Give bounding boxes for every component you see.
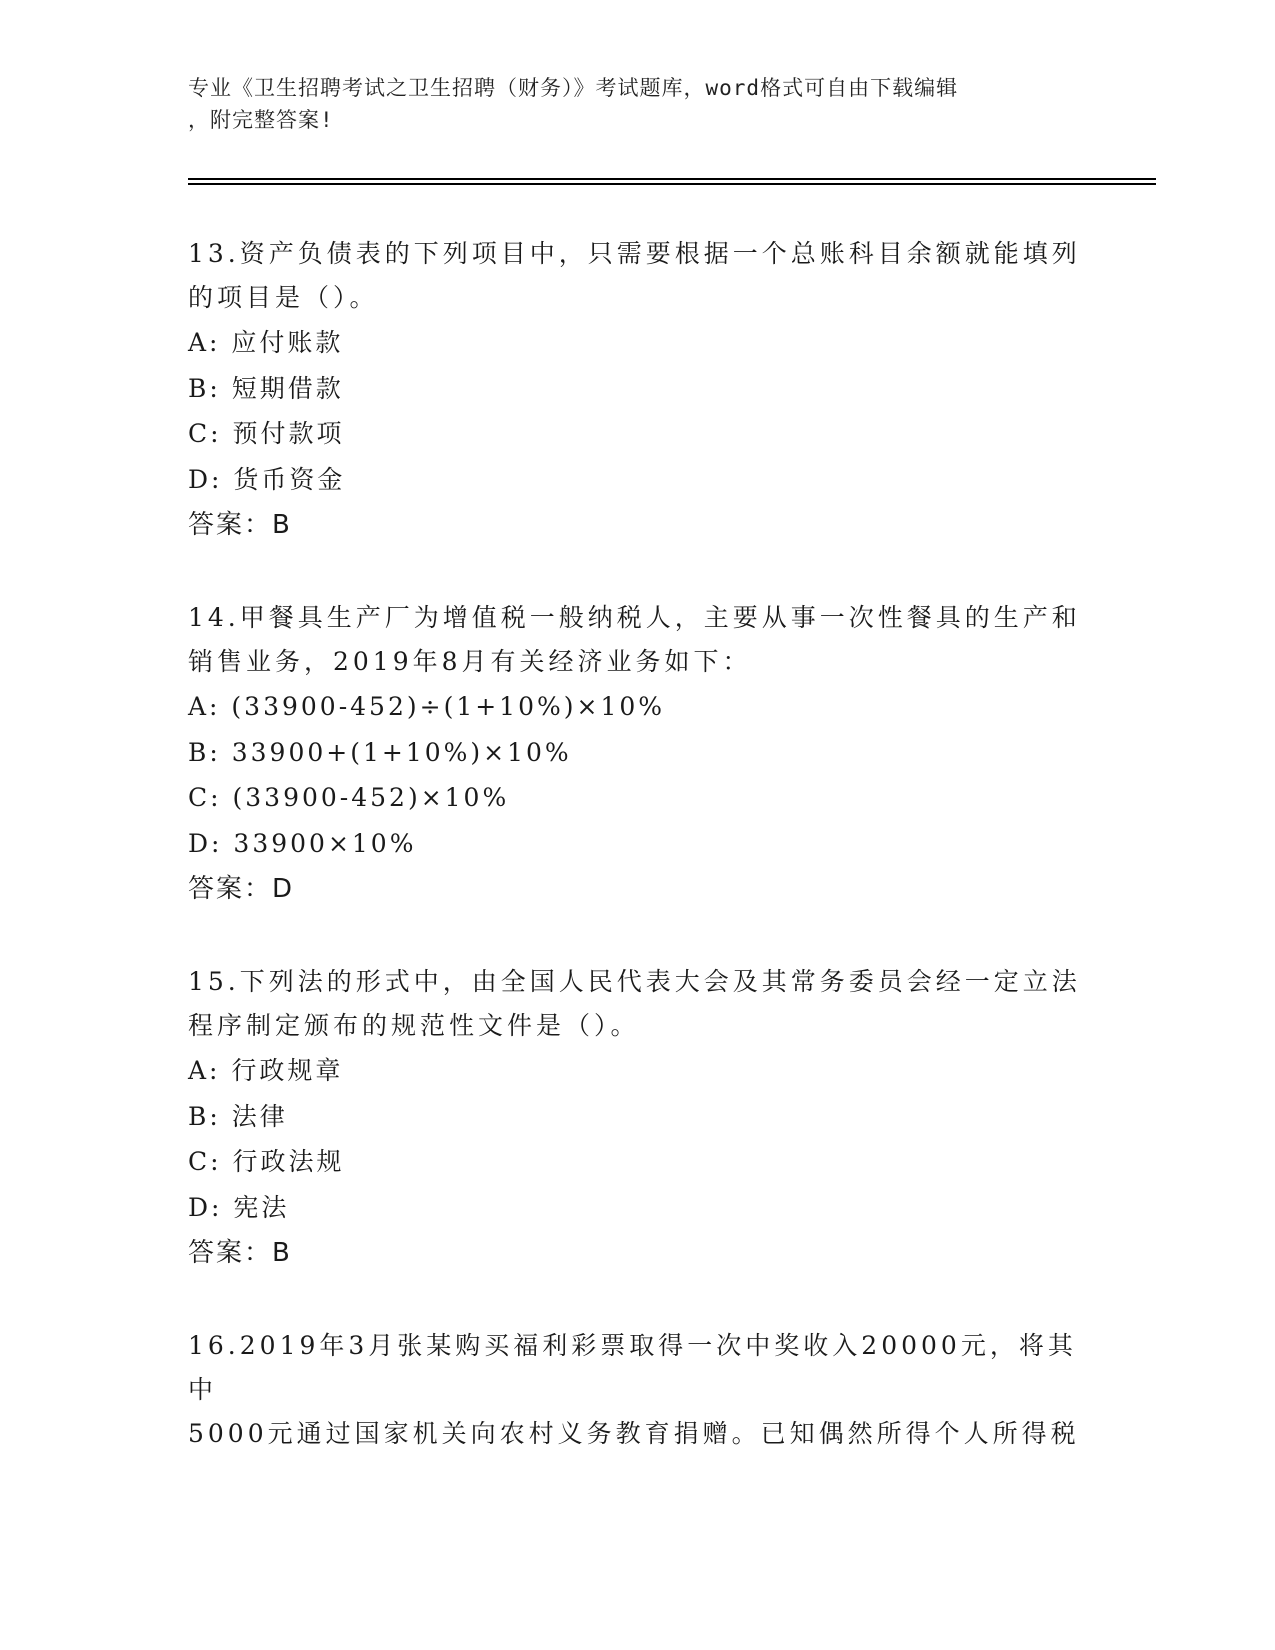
document-header: [188, 72, 1068, 136]
option-a: A: 行政规章: [188, 1056, 344, 1085]
question-text-line-1: 13.资产负债表的下列项目中，只需要根据一个总账科目余额就能填列: [188, 239, 1081, 268]
header-line-2: ，附完整答案!: [188, 108, 334, 132]
question-text-line-1: 16.2019年3月张某购买福利彩票取得一次中奖收入20000元，将其中: [188, 1331, 1077, 1404]
question-14: [188, 596, 1088, 912]
question-text-line-1: 14.甲餐具生产厂为增值税一般纳税人，主要从事一次性餐具的生产和: [188, 603, 1081, 632]
question-text-line-2: 销售业务，2019年8月有关经济业务如下：: [188, 647, 752, 676]
option-d: D: 33900×10%: [188, 828, 417, 858]
answer: 答案：B: [188, 1238, 292, 1268]
option-c: C: 预付款项: [188, 419, 345, 448]
question-16: [188, 1324, 1088, 1456]
option-a: A: (33900-452)÷(1+10%)×10%: [188, 692, 666, 721]
question-15: [188, 960, 1088, 1276]
question-text-line-2: 的项目是（）。: [188, 283, 379, 312]
option-d: D: 货币资金: [188, 464, 346, 494]
answer: 答案：D: [188, 874, 295, 904]
question-list: [188, 232, 1088, 1504]
option-a: A: 应付账款: [188, 328, 344, 357]
option-d: D: 宪法: [188, 1192, 290, 1222]
option-b: B: 法律: [188, 1101, 288, 1131]
header-divider-top: [188, 178, 1156, 180]
question-text-line-1: 15.下列法的形式中，由全国人民代表大会及其常务委员会经一定立法: [188, 967, 1081, 996]
option-b: B: 短期借款: [188, 373, 344, 403]
header-divider-bottom: [188, 183, 1156, 185]
option-c: C: (33900-452)×10%: [188, 783, 510, 812]
option-b: B: 33900+(1+10%)×10%: [188, 737, 572, 767]
header-line-1: 专业《卫生招聘考试之卫生招聘（财务）》考试题库，word格式可自由下载编辑: [188, 76, 959, 100]
answer: 答案：B: [188, 510, 292, 540]
question-text-line-2: 程序制定颁布的规范性文件是（）。: [188, 1011, 640, 1040]
question-13: [188, 232, 1088, 548]
option-c: C: 行政法规: [188, 1147, 345, 1176]
question-text-line-2: 5000元通过国家机关向农村义务教育捐赠。已知偶然所得个人所得税: [188, 1419, 1080, 1448]
